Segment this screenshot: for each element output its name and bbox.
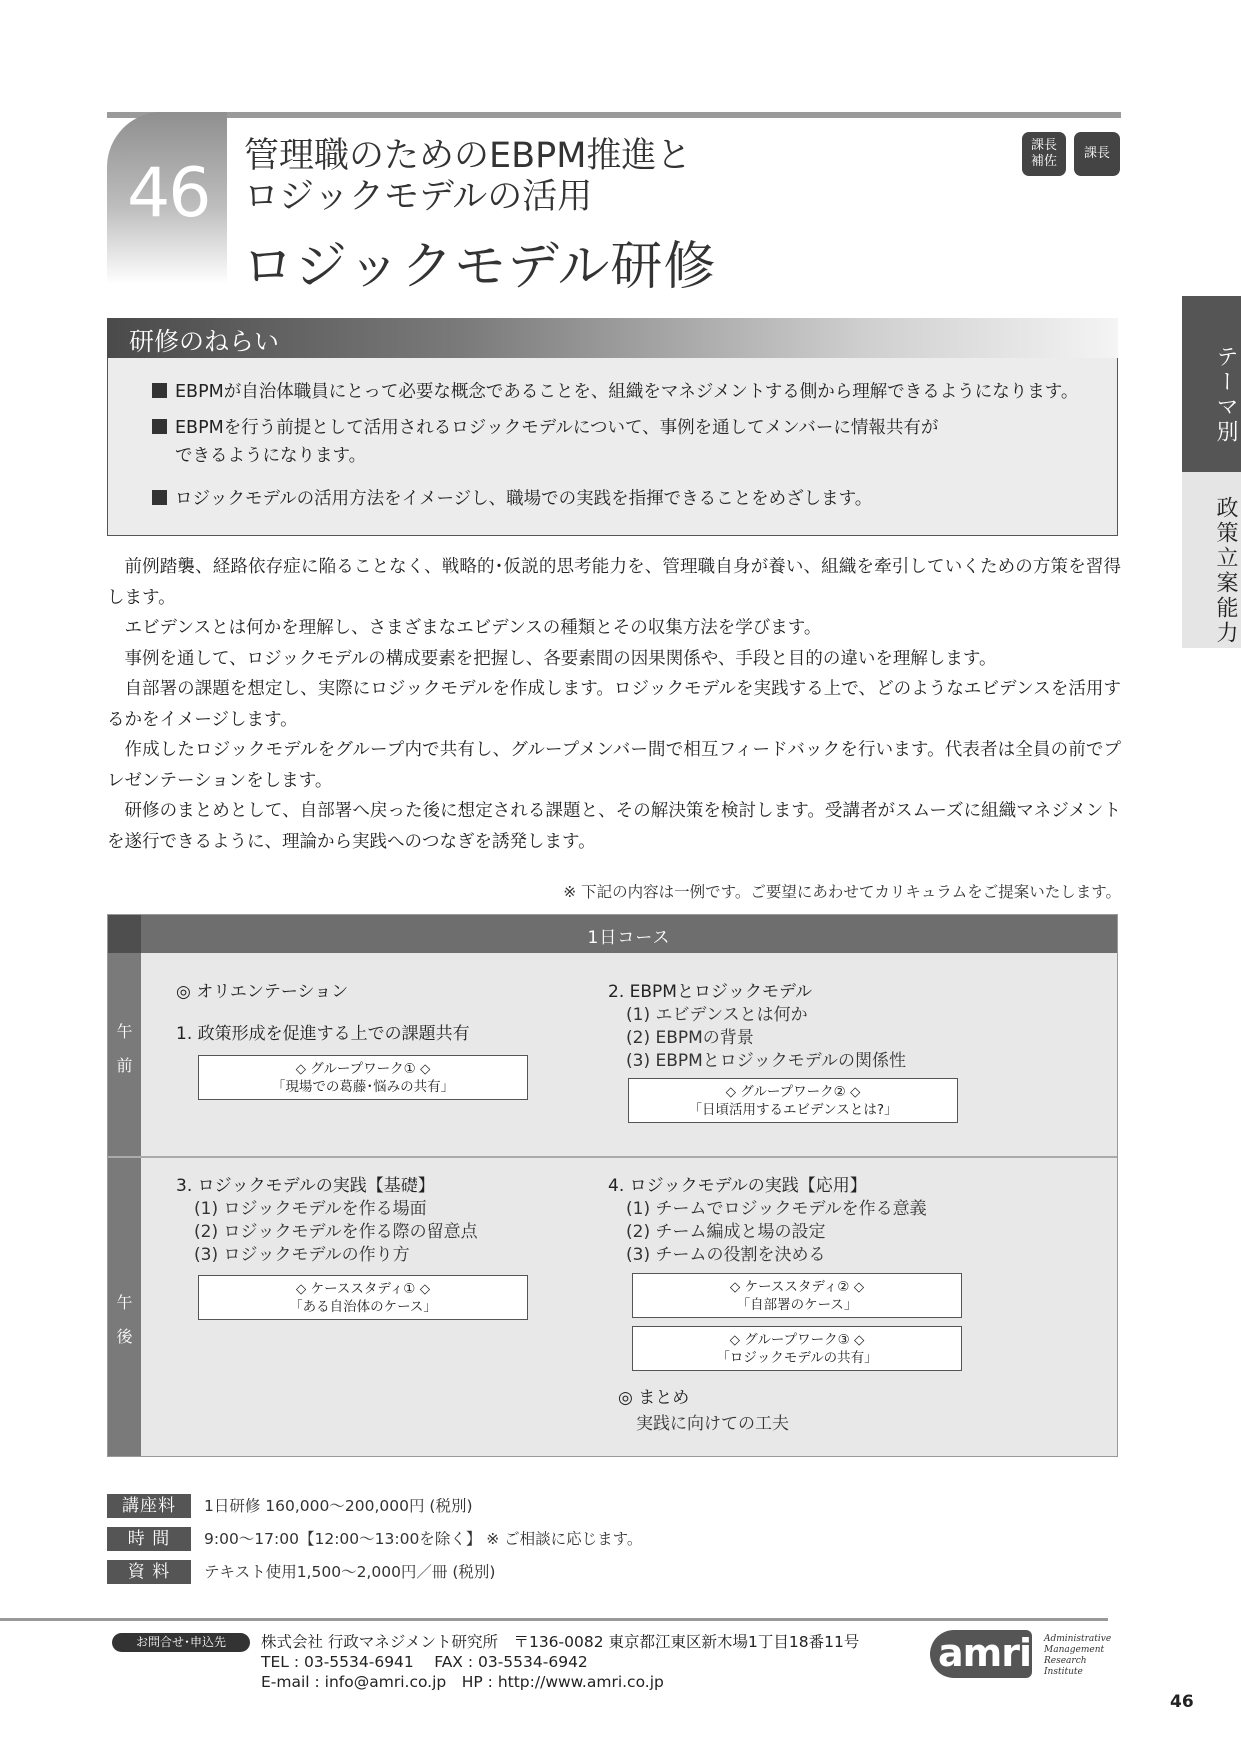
- table-divider: [108, 1156, 1117, 1158]
- case-study-1: [198, 1275, 528, 1320]
- side-tab-theme[interactable]: [1182, 296, 1241, 472]
- aim-item-text: EBPMを行う前提として活用されるロジックモデルについて、事例を通してメンバーに情報共有が: [175, 418, 939, 438]
- amri-logo-text: amri: [938, 1631, 1032, 1675]
- case-study-2-topic: 「自部署のケース」: [736, 1297, 858, 1313]
- badge-section-chief: [1074, 132, 1120, 176]
- session-2-sub2: (2) EBPMの背景: [626, 1028, 754, 1048]
- group-work-3: [632, 1326, 962, 1371]
- group-work-3-topic: 「ロジックモデルの共有」: [716, 1350, 878, 1366]
- aim-item-text: EBPMが自治体職員にとって必要な概念であることを、組織をマネジメントする側から理解できるようになります。: [175, 382, 1079, 402]
- logo-tagline-4: Institute: [1044, 1667, 1083, 1677]
- case-study-2: [632, 1273, 962, 1318]
- email-website[interactable]: E-mail : info@amri.co.jp HP : http://www.amri.co.jp: [261, 1673, 664, 1691]
- group-work-1-topic: 「現場での葛藤･悩みの共有」: [271, 1079, 455, 1095]
- logo-tagline-3: Research: [1044, 1656, 1087, 1666]
- aim-box: [107, 358, 1118, 536]
- group-work-1: [198, 1055, 528, 1100]
- aim-heading-bar: [107, 318, 1118, 358]
- side-tab-theme-label: テーマ別: [1213, 345, 1238, 445]
- course-title: ロジックモデル研修: [242, 237, 717, 297]
- amri-logo-tagline: [1044, 1634, 1111, 1678]
- aim-item: [152, 378, 1078, 406]
- square-bullet-icon: [152, 419, 167, 434]
- orientation: ◎ オリエンテーション: [176, 982, 349, 1002]
- header-rule: [107, 112, 1121, 118]
- group-work-1-label: ◇ グループワーク① ◇: [295, 1061, 431, 1077]
- aim-item-text: ロジックモデルの活用方法をイメージし、職場での実践を指揮できることをめざします。: [175, 489, 873, 509]
- session-3-sub3: (3) ロジックモデルの作り方: [194, 1245, 410, 1265]
- course-duration: 1日コース: [587, 928, 671, 948]
- morning-label: [108, 953, 141, 1156]
- session-3-sub2: (2) ロジックモデルを作る際の留意点: [194, 1222, 478, 1242]
- session-4-title: 4. ロジックモデルの実践【応用】: [608, 1176, 867, 1196]
- group-work-2: [628, 1078, 958, 1123]
- description: [107, 552, 1121, 857]
- side-tab-policy[interactable]: [1182, 472, 1241, 648]
- course-table-header: [108, 915, 1117, 953]
- summary-sub: 実践に向けての工夫: [636, 1414, 789, 1434]
- badge-section-chief-assistant: [1022, 132, 1066, 176]
- page-number: 46: [1170, 1692, 1194, 1712]
- morning-label-1: 午: [116, 1022, 133, 1041]
- course-number-tab: [107, 112, 227, 284]
- aim-item: [152, 414, 938, 470]
- fee-label: 講座料: [107, 1494, 191, 1518]
- description-paragraph: 前例踏襲、経路依存症に陥ることなく、戦略的･仮説的思考能力を、管理職自身が養い、組織を牽引していくための方策を習得します。: [107, 557, 1121, 608]
- aim-item-text-cont: できるようになります。: [175, 446, 367, 466]
- course-number: 46: [127, 154, 210, 233]
- session-3-title: 3. ロジックモデルの実践【基礎】: [176, 1176, 435, 1196]
- aim-item: [152, 485, 872, 513]
- aim-heading: 研修のねらい: [129, 327, 280, 356]
- session-4-sub1: (1) チームでロジックモデルを作る意義: [626, 1199, 927, 1219]
- time-label: 時 間: [107, 1527, 191, 1551]
- contact-label: お問合せ･申込先: [112, 1633, 250, 1652]
- course-subtitle-line1: 管理職のためのEBPM推進と: [244, 136, 692, 176]
- fee-value: 1日研修 160,000～200,000円 (税別): [204, 1497, 473, 1515]
- footer-rule: [0, 1618, 1108, 1621]
- course-table: [107, 914, 1118, 1457]
- description-paragraph: 研修のまとめとして、自部署へ戻った後に想定される課題と、その解決策を検討します。受講者がスムーズに組織マネジメントを遂行できるように、理論から実践へのつなぎを誘発します。: [107, 801, 1121, 852]
- side-tab-policy-label: 政策立案能力: [1213, 496, 1238, 646]
- description-paragraph: 自部署の課題を想定し、実際にロジックモデルを作成します。ロジックモデルを実践する上で、どのようなエビデンスを活用するかをイメージします。: [107, 679, 1121, 730]
- afternoon-label-2: 後: [116, 1327, 133, 1346]
- case-study-1-topic: 「ある自治体のケース」: [289, 1299, 437, 1315]
- badge1-line2: 補佐: [1030, 154, 1057, 169]
- session-4-sub3: (3) チームの役割を決める: [626, 1245, 826, 1265]
- afternoon-label-1: 午: [116, 1293, 133, 1312]
- session-4-sub2: (2) チーム編成と場の設定: [626, 1222, 826, 1242]
- group-work-2-label: ◇ グループワーク② ◇: [725, 1084, 861, 1100]
- curriculum-note: ※ 下記の内容は一例です。ご要望にあわせてカリキュラムをご提案いたします。: [563, 883, 1121, 901]
- description-paragraph: 事例を通して、ロジックモデルの構成要素を把握し、各要素間の因果関係や、手段と目的の違いを理解します。: [124, 648, 997, 669]
- badge2-label: 課長: [1083, 146, 1110, 161]
- session-1-title: 1. 政策形成を促進する上での課題共有: [176, 1024, 470, 1044]
- session-2-title: 2. EBPMとロジックモデル: [608, 982, 813, 1002]
- phone-fax: TEL : 03-5534-6941 FAX : 03-5534-6942: [261, 1653, 588, 1671]
- course-subtitle-line2: ロジックモデルの活用: [244, 177, 593, 217]
- group-work-2-topic: 「日頃活用するエビデンスとは?」: [688, 1102, 898, 1118]
- session-2-sub1: (1) エビデンスとは何か: [626, 1005, 808, 1025]
- time-value: 9:00～17:00【12:00～13:00を除く】 ※ ご相談に応じます。: [204, 1530, 643, 1548]
- logo-tagline-2: Management: [1044, 1645, 1105, 1655]
- badge1-line1: 課長: [1030, 138, 1057, 153]
- morning-label-2: 前: [116, 1056, 133, 1075]
- material-label: 資 料: [107, 1560, 191, 1584]
- case-study-2-label: ◇ ケーススタディ② ◇: [729, 1279, 865, 1295]
- material-value: テキスト使用1,500～2,000円／冊 (税別): [204, 1563, 496, 1581]
- group-work-3-label: ◇ グループワーク③ ◇: [729, 1332, 865, 1348]
- case-study-1-label: ◇ ケーススタディ① ◇: [295, 1281, 431, 1297]
- company-address: 株式会社 行政マネジメント研究所 〒136-0082 東京都江東区新木場1丁目18番11号: [261, 1633, 860, 1651]
- session-2-sub3: (3) EBPMとロジックモデルの関係性: [626, 1051, 906, 1071]
- square-bullet-icon: [152, 490, 167, 505]
- session-3-sub1: (1) ロジックモデルを作る場面: [194, 1199, 427, 1219]
- summary: ◎ まとめ: [618, 1388, 690, 1408]
- amri-logo: [930, 1630, 1032, 1678]
- course-table-header-corner: [108, 915, 141, 953]
- afternoon-label: [108, 1158, 141, 1456]
- description-paragraph: エビデンスとは何かを理解し、さまざまなエビデンスの種類とその収集方法を学びます。: [124, 618, 822, 638]
- description-paragraph: 作成したロジックモデルをグループ内で共有し、グループメンバー間で相互フィードバックを行います。代表者は全員の前でプレゼンテーションをします。: [107, 740, 1121, 791]
- square-bullet-icon: [152, 383, 167, 398]
- logo-tagline-1: Administrative: [1044, 1634, 1112, 1644]
